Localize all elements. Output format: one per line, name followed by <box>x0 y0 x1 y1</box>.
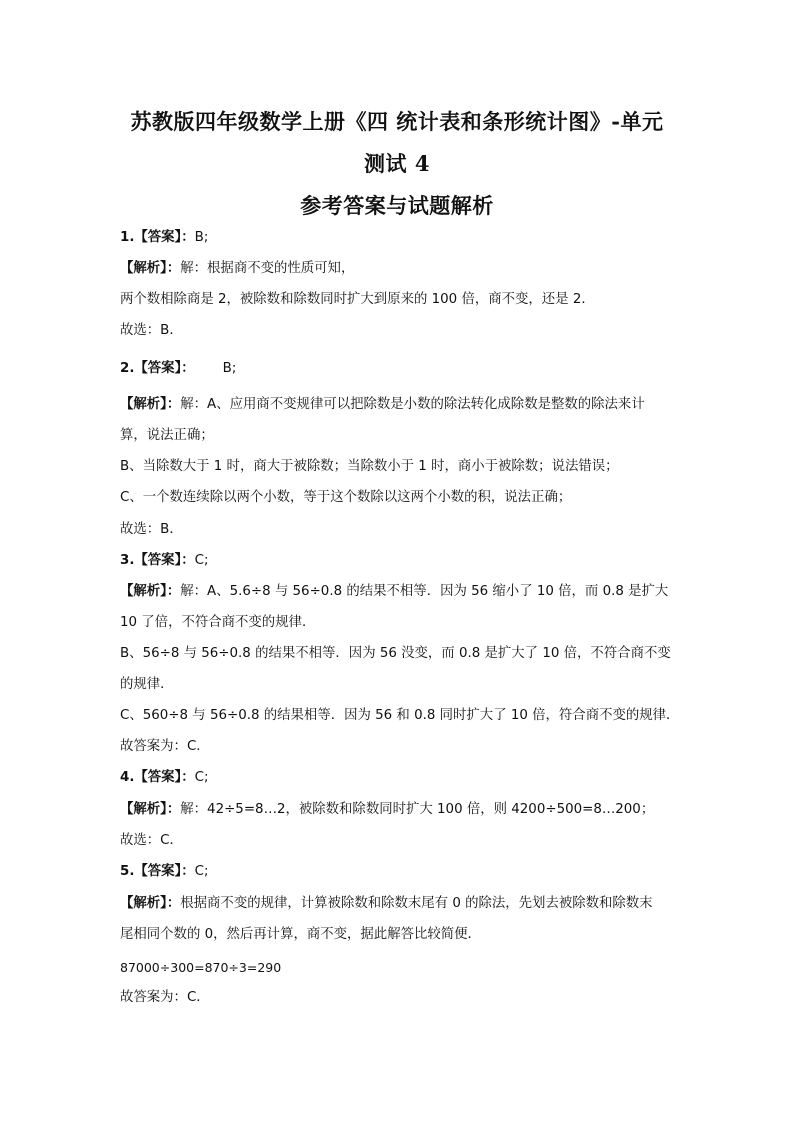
q2-analysis-line-4: C、一个数连续除以两个小数，等于这个数除以这两个小数的积，说法正确； <box>120 490 572 505</box>
q5-answer-label: 5.【答案】： <box>120 864 195 879</box>
q3-answer-label: 3.【答案】： <box>120 553 195 568</box>
q2-answer-value: B; <box>222 361 237 376</box>
q1-analysis-line-3: 故选：B． <box>120 323 183 338</box>
q3-answer <box>120 552 209 570</box>
q3-analysis-line-4: 的规律． <box>120 677 174 692</box>
document-title-line-1: 苏教版四年级数学上册《四 统计表和条形统计图》-单元 <box>130 109 664 134</box>
document-title-line-2: 测试 4 <box>364 151 430 176</box>
q3-analysis-line-6: 故答案为：C． <box>120 739 210 754</box>
q1-answer-value: B; <box>194 230 209 245</box>
q3-analysis-label: 【解析】： <box>120 584 181 599</box>
q1-analysis-line-2: 两个数相除商是 2，被除数和除数同时扩大到原来的 100 倍，商不变，还是 2． <box>120 292 595 307</box>
q1-answer <box>120 229 208 247</box>
q3-analysis-line-5: C、560÷8 与 56÷0.8 的结果相等．因为 56 和 0.8 同时扩大了 10 倍，符合商不变的规律． <box>120 708 680 723</box>
q5-analysis-line-2: 尾相同个数的 0，然后再计算，商不变，据此解答比较简便． <box>120 927 481 942</box>
q5-analysis-label: 【解析】： <box>120 896 181 911</box>
q4-answer <box>120 769 209 787</box>
q5-answer-value: C; <box>194 864 209 879</box>
q2-analysis-line-3: B、当除数大于 1 时，商大于被除数；当除数小于 1 时，商小于被除数；说法错误； <box>120 459 619 474</box>
q2-analysis-label: 【解析】： <box>120 397 181 412</box>
q5-analysis-line-3: 87000÷300=870÷3=290 <box>120 960 282 975</box>
q3-analysis-line-2: 10 了倍，不符合商不变的规律． <box>120 615 316 630</box>
q5-analysis-line-4: 故答案为：C． <box>120 990 210 1005</box>
q1-answer-label: 1.【答案】： <box>120 230 195 245</box>
q4-analysis-label: 【解析】： <box>120 802 181 817</box>
q2-answer-label: 2.【答案】： <box>120 361 195 376</box>
q3-analysis-line-1: 【解析】：解：A、5.6÷8 与 56÷0.8 的结果不相等．因为 56 缩小了 10 倍，而 0.8 是扩大 <box>120 584 669 599</box>
q4-analysis-line-2: 故选：C． <box>120 833 183 848</box>
q3-analysis-line-3: B、56÷8 与 56÷0.8 的结果不相等．因为 56 没变，而 0.8 是扩大了 10 倍，不符合商不变 <box>120 646 671 661</box>
q1-analysis-label: 【解析】： <box>120 261 181 276</box>
q1-analysis-line-1: 【解析】：解：根据商不变的性质可知， <box>120 261 355 276</box>
document-subtitle: 参考答案与试题解析 <box>300 193 494 218</box>
q5-analysis-line-1: 【解析】：根据商不变的规律，计算被除数和除数末尾有 0 的除法，先划去被除数和除数末 <box>120 896 653 911</box>
q4-answer-label: 4.【答案】： <box>120 770 195 785</box>
q2-analysis-line-5: 故选：B． <box>120 522 183 537</box>
q2-analysis-line-2: 算，说法正确； <box>120 428 214 443</box>
q4-analysis-line-1: 【解析】：解：42÷5=8…2，被除数和除数同时扩大 100 倍，则 4200÷500=8…200； <box>120 802 655 817</box>
q4-answer-value: C; <box>194 770 209 785</box>
q2-analysis-line-1: 【解析】：解：A、应用商不变规律可以把除数是小数的除法转化成除数是整数的除法来计 <box>120 397 645 412</box>
q2-answer <box>120 360 236 378</box>
q5-answer <box>120 863 209 881</box>
q3-answer-value: C; <box>194 553 209 568</box>
